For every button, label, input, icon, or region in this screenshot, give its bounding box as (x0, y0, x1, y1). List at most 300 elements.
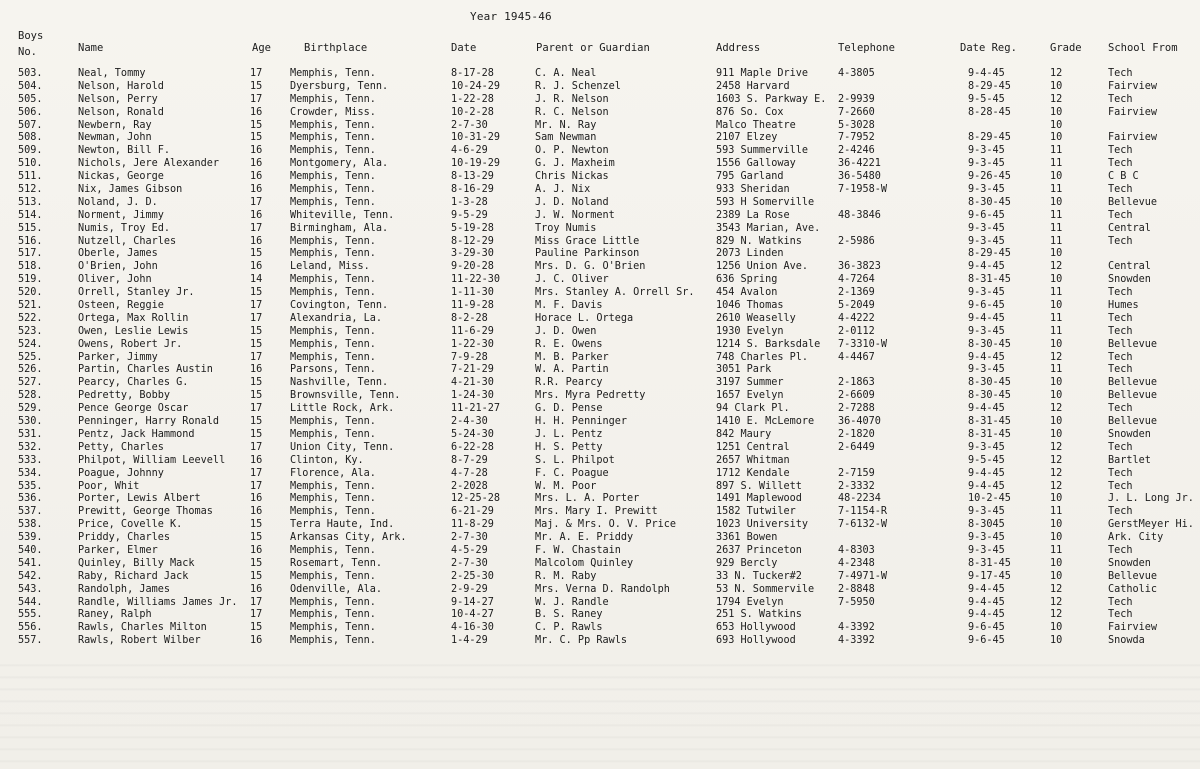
student-address: 693 Hollywood (716, 635, 796, 647)
row-number: 517. (18, 248, 43, 260)
student-age: 17 (250, 68, 263, 79)
registration-date: 8-29-45 (968, 80, 1011, 92)
row-number: 555. (18, 609, 43, 621)
school-from: Tech (1108, 544, 1133, 556)
student-name: Nelson, Harold (78, 80, 164, 92)
student-grade: 10 (1050, 171, 1063, 183)
student-age: 16 (250, 364, 263, 376)
table-row (0, 339, 1200, 352)
student-birthplace: Memphis, Tenn. (290, 184, 376, 196)
school-from: Fairview (1108, 132, 1158, 144)
row-number: 521. (18, 300, 43, 312)
registration-date: 8-31-45 (968, 416, 1011, 428)
student-telephone: 2-9939 (838, 93, 875, 105)
header-name: Name (78, 42, 104, 54)
student-birthplace: Memphis, Tenn. (290, 171, 376, 183)
student-name: Raney, Ralph (78, 609, 152, 621)
row-number: 524. (18, 338, 43, 350)
table-row (0, 132, 1200, 145)
parent-guardian: S. L. Philpot (535, 454, 615, 466)
student-grade: 11 (1050, 287, 1063, 299)
student-telephone: 2-6449 (838, 441, 875, 453)
registration-date: 10-2-45 (968, 493, 1011, 505)
birth-date: 7-21-29 (451, 364, 494, 376)
student-age: 16 (250, 261, 263, 273)
header-parent: Parent or Guardian (536, 42, 650, 54)
student-address: 2637 Princeton (716, 544, 802, 556)
school-from: Tech (1108, 209, 1133, 221)
parent-guardian: Mr. C. Pp Rawls (535, 635, 628, 647)
student-age: 15 (250, 519, 263, 531)
birth-date: 7-9-28 (451, 351, 488, 363)
student-telephone: 5-3028 (838, 119, 875, 131)
parent-guardian: O. P. Newton (535, 145, 609, 157)
student-birthplace: Memphis, Tenn. (290, 428, 376, 440)
student-telephone: 4-7264 (838, 274, 875, 286)
student-birthplace: Terra Haute, Ind. (290, 519, 395, 531)
student-name: Newbern, Ray (78, 119, 152, 131)
row-number: 525. (18, 351, 43, 363)
row-number: 529. (18, 403, 43, 415)
student-name: Partin, Charles Austin (78, 364, 213, 376)
birth-date: 8-16-29 (451, 184, 494, 196)
school-from: Snowden (1108, 557, 1151, 569)
student-age: 15 (250, 132, 263, 144)
student-telephone: 4-3392 (838, 635, 875, 647)
student-name: Noland, J. D. (78, 196, 158, 208)
student-address: 1251 Central (716, 441, 790, 453)
student-grade: 10 (1050, 493, 1063, 505)
student-telephone: 7-7952 (838, 132, 875, 144)
student-birthplace: Memphis, Tenn. (290, 132, 376, 144)
header-date: Date (451, 42, 477, 54)
student-age: 17 (250, 441, 263, 453)
school-from: Tech (1108, 235, 1133, 247)
student-name: Oberle, James (78, 248, 158, 260)
birth-date: 5-24-30 (451, 428, 494, 440)
student-age: 15 (250, 248, 263, 260)
school-from: Tech (1108, 145, 1133, 157)
student-telephone: 2-5986 (838, 235, 875, 247)
row-number: 516. (18, 235, 43, 247)
student-birthplace: Memphis, Tenn. (290, 493, 376, 505)
birth-date: 4-16-30 (451, 622, 494, 634)
student-name: Oliver, John (78, 274, 152, 286)
student-birthplace: Memphis, Tenn. (290, 325, 376, 337)
registration-date: 9-3-45 (968, 287, 1005, 299)
table-row (0, 493, 1200, 506)
student-grade: 12 (1050, 351, 1063, 363)
student-address: 2107 Elzey (716, 132, 778, 144)
registration-date: 8-30-45 (968, 338, 1011, 350)
show-through-text (0, 655, 1200, 769)
student-address: 2610 Weaselly (716, 312, 796, 324)
school-from: Tech (1108, 506, 1133, 518)
birth-date: 11-9-28 (451, 300, 494, 312)
student-birthplace: Montgomery, Ala. (290, 158, 389, 170)
student-grade: 10 (1050, 132, 1063, 144)
birth-date: 4-21-30 (451, 377, 494, 389)
student-address: 2073 Linden (716, 248, 784, 260)
table-row (0, 210, 1200, 223)
student-telephone: 2-7288 (838, 403, 875, 415)
table-row (0, 326, 1200, 339)
student-age: 15 (250, 532, 263, 544)
registration-date: 9-4-45 (968, 583, 1005, 595)
student-name: Randle, Williams James Jr. (78, 596, 238, 608)
student-address: 1491 Maplewood (716, 493, 802, 505)
table-row (0, 313, 1200, 326)
student-telephone: 7-1154-R (838, 506, 888, 518)
header-boys-label: Boys (18, 30, 44, 42)
student-address: 2657 Whitman (716, 454, 790, 466)
student-name: Nelson, Perry (78, 93, 158, 105)
table-row (0, 571, 1200, 584)
row-number: 527. (18, 377, 43, 389)
parent-guardian: F. C. Poague (535, 467, 609, 479)
student-register-rows (0, 68, 1200, 648)
table-row (0, 184, 1200, 197)
school-from: Tech (1108, 441, 1133, 453)
table-row (0, 171, 1200, 184)
birth-date: 1-22-30 (451, 338, 494, 350)
student-address: 897 S. Willett (716, 480, 802, 492)
student-address: 876 So. Cox (716, 106, 784, 118)
student-birthplace: Odenville, Ala. (290, 583, 383, 595)
birth-date: 11-21-27 (451, 403, 501, 415)
student-grade: 11 (1050, 312, 1063, 324)
student-birthplace: Memphis, Tenn. (290, 196, 376, 208)
parent-guardian: Sam Newman (535, 132, 597, 144)
student-address: 1410 E. McLemore (716, 416, 815, 428)
student-address: 1657 Evelyn (716, 390, 784, 402)
student-telephone: 2-1369 (838, 287, 875, 299)
school-from: Bellevue (1108, 390, 1158, 402)
school-from: Fairview (1108, 106, 1158, 118)
student-address: 1794 Evelyn (716, 596, 784, 608)
student-name: O'Brien, John (78, 261, 158, 273)
registration-date: 9-26-45 (968, 171, 1011, 183)
birth-date: 2-7-30 (451, 119, 488, 131)
student-birthplace: Memphis, Tenn. (290, 235, 376, 247)
row-number: 533. (18, 454, 43, 466)
student-birthplace: Memphis, Tenn. (290, 570, 376, 582)
parent-guardian: H. S. Petty (535, 441, 603, 453)
row-number: 523. (18, 325, 43, 337)
row-number: 534. (18, 467, 43, 479)
student-birthplace: Little Rock, Ark. (290, 403, 395, 415)
parent-guardian: Pauline Parkinson (535, 248, 640, 260)
student-age: 16 (250, 635, 263, 647)
student-birthplace: Parsons, Tenn. (290, 364, 376, 376)
student-birthplace: Whiteville, Tenn. (290, 209, 395, 221)
table-row (0, 120, 1200, 133)
student-age: 17 (250, 196, 263, 208)
student-birthplace: Memphis, Tenn. (290, 622, 376, 634)
row-number: 513. (18, 196, 43, 208)
student-name: Orrell, Stanley Jr. (78, 287, 195, 299)
student-name: Poor, Whit (78, 480, 140, 492)
student-address: 2389 La Rose (716, 209, 790, 221)
student-address: Malco Theatre (716, 119, 796, 131)
parent-guardian: A. J. Nix (535, 184, 591, 196)
parent-guardian: B. S. Raney (535, 609, 603, 621)
birth-date: 8-13-29 (451, 171, 494, 183)
birth-date: 6-21-29 (451, 506, 494, 518)
parent-guardian: Mrs. Stanley A. Orrell Sr. (535, 287, 695, 299)
registration-date: 9-4-45 (968, 261, 1005, 273)
row-number: 526. (18, 364, 43, 376)
student-grade: 10 (1050, 338, 1063, 350)
parent-guardian: W. J. Randle (535, 596, 609, 608)
student-address: 3051 Park (716, 364, 772, 376)
registration-date: 8-30-45 (968, 390, 1011, 402)
birth-date: 1-24-30 (451, 390, 494, 402)
row-number: 544. (18, 596, 43, 608)
student-age: 15 (250, 325, 263, 337)
row-number: 505. (18, 93, 43, 105)
student-age: 15 (250, 80, 263, 92)
student-birthplace: Memphis, Tenn. (290, 68, 376, 79)
student-name: Nix, James Gibson (78, 184, 183, 196)
student-grade: 12 (1050, 467, 1063, 479)
birth-date: 8-12-29 (451, 235, 494, 247)
registration-date: 8-30-45 (968, 377, 1011, 389)
student-address: 1046 Thomas (716, 300, 784, 312)
birth-date: 10-31-29 (451, 132, 501, 144)
row-number: 556. (18, 622, 43, 634)
registration-date: 9-3-45 (968, 158, 1005, 170)
table-row (0, 274, 1200, 287)
row-number: 532. (18, 441, 43, 453)
student-name: Quinley, Billy Mack (78, 557, 195, 569)
header-boys-no (18, 30, 43, 58)
table-row (0, 94, 1200, 107)
school-from: Snowden (1108, 428, 1151, 440)
student-grade: 12 (1050, 403, 1063, 415)
student-birthplace: Memphis, Tenn. (290, 506, 376, 518)
student-grade: 11 (1050, 158, 1063, 170)
registration-date: 9-3-45 (968, 441, 1005, 453)
table-row (0, 223, 1200, 236)
school-from: Catholic (1108, 583, 1158, 595)
birth-date: 9-5-29 (451, 209, 488, 221)
student-address: 94 Clark Pl. (716, 403, 790, 415)
student-address: 1712 Kendale (716, 467, 790, 479)
row-number: 528. (18, 390, 43, 402)
row-number: 535. (18, 480, 43, 492)
student-name: Numis, Troy Ed. (78, 222, 171, 234)
registration-date: 9-6-45 (968, 622, 1005, 634)
parent-guardian: W. M. Poor (535, 480, 597, 492)
student-birthplace: Memphis, Tenn. (290, 274, 376, 286)
student-address: 53 N. Sommervile (716, 583, 815, 595)
student-telephone: 48-2234 (838, 493, 881, 505)
table-row (0, 429, 1200, 442)
student-address: 593 Summerville (716, 145, 809, 157)
registration-date: 9-6-45 (968, 209, 1005, 221)
student-telephone: 36-3823 (838, 261, 881, 273)
student-age: 16 (250, 235, 263, 247)
year-heading: Year 1945-46 (470, 10, 552, 23)
student-grade: 11 (1050, 209, 1063, 221)
student-address: 593 H Somerville (716, 196, 815, 208)
registration-date: 9-3-45 (968, 184, 1005, 196)
school-from: Ark. City (1108, 532, 1164, 544)
registration-date: 9-3-45 (968, 506, 1005, 518)
table-row (0, 584, 1200, 597)
student-grade: 10 (1050, 80, 1063, 92)
student-grade: 11 (1050, 222, 1063, 234)
table-row (0, 248, 1200, 261)
row-number: 557. (18, 635, 43, 647)
parent-guardian: R.R. Pearcy (535, 377, 603, 389)
parent-guardian: Mrs. Mary I. Prewitt (535, 506, 658, 518)
row-number: 520. (18, 287, 43, 299)
student-name: Randolph, James (78, 583, 171, 595)
student-name: Neal, Tommy (78, 68, 146, 79)
registration-date: 9-4-45 (968, 351, 1005, 363)
table-row (0, 68, 1200, 81)
birth-date: 5-19-28 (451, 222, 494, 234)
student-name: Pence George Oscar (78, 403, 189, 415)
student-grade: 12 (1050, 261, 1063, 273)
student-address: 933 Sheridan (716, 184, 790, 196)
student-telephone: 7-1958-W (838, 184, 888, 196)
parent-guardian: Troy Numis (535, 222, 597, 234)
student-age: 17 (250, 351, 263, 363)
registration-date: 9-3-45 (968, 145, 1005, 157)
student-telephone: 36-5480 (838, 171, 881, 183)
student-grade: 12 (1050, 441, 1063, 453)
parent-guardian: R. E. Owens (535, 338, 603, 350)
school-from: Tech (1108, 158, 1133, 170)
header-school-from: School From (1108, 42, 1178, 54)
student-grade: 10 (1050, 416, 1063, 428)
student-grade: 11 (1050, 145, 1063, 157)
student-birthplace: Memphis, Tenn. (290, 635, 376, 647)
row-number: 512. (18, 184, 43, 196)
birth-date: 11-6-29 (451, 325, 494, 337)
school-from: Tech (1108, 325, 1133, 337)
student-grade: 11 (1050, 506, 1063, 518)
school-from: GerstMeyer Hi. (1108, 519, 1194, 531)
student-address: 1603 S. Parkway E. (716, 93, 827, 105)
table-row (0, 352, 1200, 365)
student-name: Owens, Robert Jr. (78, 338, 183, 350)
student-birthplace: Florence, Ala. (290, 467, 376, 479)
student-birthplace: Union City, Tenn. (290, 441, 395, 453)
student-telephone: 4-2348 (838, 557, 875, 569)
school-from: Bellevue (1108, 338, 1158, 350)
parent-guardian: R. C. Nelson (535, 106, 609, 118)
student-birthplace: Alexandria, La. (290, 312, 383, 324)
student-telephone: 7-4971-W (838, 570, 888, 582)
table-row (0, 506, 1200, 519)
school-from: Tech (1108, 287, 1133, 299)
birth-date: 10-4-27 (451, 609, 494, 621)
student-telephone: 4-3392 (838, 622, 875, 634)
parent-guardian: R. J. Schenzel (535, 80, 621, 92)
parent-guardian: J. D. Noland (535, 196, 609, 208)
row-number: 522. (18, 312, 43, 324)
school-from: Tech (1108, 184, 1133, 196)
student-birthplace: Birmingham, Ala. (290, 222, 389, 234)
table-row (0, 558, 1200, 571)
registration-date: 9-4-45 (968, 480, 1005, 492)
header-address: Address (716, 42, 761, 54)
student-birthplace: Memphis, Tenn. (290, 93, 376, 105)
birth-date: 2-25-30 (451, 570, 494, 582)
student-birthplace: Rosemart, Tenn. (290, 557, 383, 569)
school-from: Central (1108, 222, 1151, 234)
student-grade: 12 (1050, 609, 1063, 621)
student-address: 1214 S. Barksdale (716, 338, 821, 350)
registration-date: 8-28-45 (968, 106, 1011, 118)
row-number: 536. (18, 493, 43, 505)
school-from: Tech (1108, 312, 1133, 324)
student-address: 653 Hollywood (716, 622, 796, 634)
student-birthplace: Brownsville, Tenn. (290, 390, 401, 402)
student-age: 15 (250, 287, 263, 299)
registration-date: 8-3045 (968, 519, 1005, 531)
student-address: 1023 University (716, 519, 809, 531)
birth-date: 9-14-27 (451, 596, 494, 608)
birth-date: 10-24-29 (451, 80, 501, 92)
table-row (0, 442, 1200, 455)
student-grade: 11 (1050, 364, 1063, 376)
header-date-reg: Date Reg. (960, 42, 1017, 54)
row-number: 506. (18, 106, 43, 118)
school-from: Tech (1108, 403, 1133, 415)
birth-date: 2-7-30 (451, 557, 488, 569)
table-row (0, 107, 1200, 120)
birth-date: 2-2028 (451, 480, 488, 492)
student-name: Newton, Bill F. (78, 145, 171, 157)
table-row (0, 145, 1200, 158)
registration-date: 9-4-45 (968, 312, 1005, 324)
parent-guardian: G. D. Pense (535, 403, 603, 415)
student-birthplace: Memphis, Tenn. (290, 416, 376, 428)
table-row (0, 635, 1200, 648)
student-grade: 10 (1050, 532, 1063, 544)
row-number: 510. (18, 158, 43, 170)
student-age: 16 (250, 454, 263, 466)
student-name: Nickas, George (78, 171, 164, 183)
student-age: 16 (250, 506, 263, 518)
birth-date: 1-22-28 (451, 93, 494, 105)
header-no-label: No. (18, 46, 37, 58)
student-name: Parker, Jimmy (78, 351, 158, 363)
row-number: 518. (18, 261, 43, 273)
student-telephone: 2-6609 (838, 390, 875, 402)
student-address: 929 Bercly (716, 557, 778, 569)
student-address: 636 Spring (716, 274, 778, 286)
student-telephone: 2-1820 (838, 428, 875, 440)
header-birthplace: Birthplace (304, 42, 368, 54)
student-grade: 10 (1050, 635, 1063, 647)
student-name: Pearcy, Charles G. (78, 377, 189, 389)
school-from: Bellevue (1108, 196, 1158, 208)
student-age: 15 (250, 622, 263, 634)
student-address: 911 Maple Drive (716, 68, 809, 79)
student-grade: 12 (1050, 583, 1063, 595)
school-from: Snowden (1108, 274, 1151, 286)
student-grade: 10 (1050, 390, 1063, 402)
registration-date: 9-4-45 (968, 609, 1005, 621)
student-address: 829 N. Watkins (716, 235, 802, 247)
birth-date: 2-9-29 (451, 583, 488, 595)
